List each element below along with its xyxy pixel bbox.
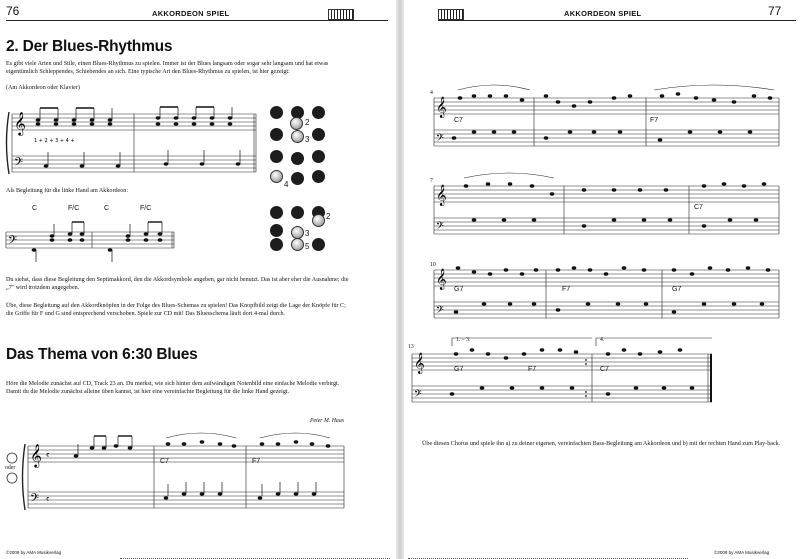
svg-text:𝄞: 𝄞 — [436, 269, 447, 290]
score-system-2 — [434, 172, 784, 242]
svg-text:𝄢: 𝄢 — [14, 156, 24, 172]
bass-button — [291, 172, 304, 185]
chord-symbol: F7 — [562, 286, 571, 293]
bass-button — [270, 128, 283, 141]
section-title: 2. Der Blues-Rhythmus — [6, 38, 173, 55]
score-system-1 — [434, 84, 784, 154]
chord-symbol: F/C — [68, 205, 80, 212]
keyboard-logo-icon — [438, 9, 464, 20]
score-system-3 — [434, 256, 784, 326]
svg-text:𝄢: 𝄢 — [436, 220, 444, 234]
bass-button — [270, 150, 283, 163]
theme-paragraph: Höre die Melodie zunächst auf CD, Track 23 an. Du merkst, wie sich hinter dem aufwändigen Notenbild eine einfache Melodie verbirgt. Damit du die Melodie zunächst alleine üben kannst, ist hier eine vereinfachte Begleitung für die linke Hand gezeigt. — [6, 381, 340, 396]
left-page-header — [0, 0, 396, 24]
svg-text:1 + 2 + 3 + 4 +: 1 + 2 + 3 + 4 + — [34, 138, 75, 144]
right-page-header — [404, 0, 800, 24]
pressed-button — [291, 238, 304, 251]
theme-title: Das Thema von 6:30 Blues — [6, 346, 198, 363]
chord-symbol: C7 — [160, 458, 169, 465]
bass-button — [270, 206, 283, 219]
finger-number: 2 — [305, 118, 310, 127]
bass-button — [312, 150, 325, 163]
bass-accompaniment-staff — [6, 218, 176, 258]
explanation-paragraph: Du siehst, dass diese Begleitung den Septimakkord, den die Akkordsymbole angeben, gar nicht benutzt. Das ist aber eher die Ausnahme; die „7" wird trotzdem angegeben. — [6, 277, 349, 292]
svg-text:𝄢: 𝄢 — [8, 234, 18, 250]
book-gutter — [396, 0, 404, 559]
svg-text:𝄞: 𝄞 — [436, 97, 447, 118]
left-page — [0, 0, 396, 559]
finger-number: 3 — [305, 229, 310, 238]
oder-label: oder — [5, 465, 16, 471]
bass-button — [312, 170, 325, 183]
measure-number: 4 — [430, 90, 433, 96]
svg-text:𝄞: 𝄞 — [414, 353, 425, 374]
intro-note: (Am Akkordeon oder Klavier) — [6, 85, 80, 91]
chord-symbol: C — [32, 205, 38, 212]
chord-symbol: F7 — [252, 458, 261, 465]
measure-number: 13 — [408, 344, 414, 350]
pressed-button — [270, 170, 283, 183]
accompaniment-caption: Als Begleitung für die linke Hand am Akkordeon: — [6, 188, 129, 194]
svg-text:𝄴: 𝄴 — [46, 451, 50, 460]
chord-symbol: F7 — [650, 117, 659, 124]
chord-symbol: G7 — [672, 286, 682, 293]
bass-button — [291, 206, 304, 219]
svg-text:𝄢: 𝄢 — [414, 388, 422, 402]
svg-text:𝄞: 𝄞 — [14, 111, 26, 135]
page-number: 77 — [768, 4, 782, 18]
finger-number: 5 — [305, 242, 310, 251]
header-rule — [6, 20, 388, 21]
finger-number: 3 — [305, 135, 310, 144]
bass-button — [312, 128, 325, 141]
piano-rhythm-example — [6, 104, 258, 184]
svg-text:𝄢: 𝄢 — [436, 304, 444, 318]
svg-text:𝄞: 𝄞 — [436, 185, 447, 206]
svg-text:𝄴: 𝄴 — [46, 495, 50, 504]
chord-symbol: G7 — [454, 366, 464, 373]
running-title: AKKORDEON SPIEL — [152, 9, 230, 18]
binding-dots — [408, 555, 688, 559]
chord-symbol: C7 — [454, 117, 463, 124]
finger-number: 4 — [284, 180, 289, 189]
chord-symbol: C7 — [694, 204, 703, 211]
right-page — [404, 0, 800, 559]
chord-symbol: F/C — [140, 205, 152, 212]
header-rule — [438, 20, 796, 21]
page-number: 76 — [6, 4, 20, 18]
bass-button — [312, 238, 325, 251]
pressed-button — [290, 117, 303, 130]
bass-button — [291, 152, 304, 165]
volta-second-ending: 4. — [600, 337, 605, 343]
copyright-notice: ©2009 by AMA Musikverlag — [714, 550, 770, 555]
keyboard-logo-icon — [328, 9, 354, 20]
chord-symbol: G7 — [454, 286, 464, 293]
composer-credit: Peter M. Haas — [310, 418, 344, 424]
bass-button — [270, 238, 283, 251]
pressed-button — [312, 214, 325, 227]
volta-first-ending: 1. – 3. — [456, 337, 471, 343]
svg-text:𝄢: 𝄢 — [30, 492, 40, 508]
finger-number: 2 — [326, 212, 331, 221]
running-title: AKKORDEON SPIEL — [564, 9, 642, 18]
bass-button — [312, 106, 325, 119]
chord-symbol: C — [104, 205, 110, 212]
bass-button — [270, 106, 283, 119]
practice-paragraph: Übe, diese Begleitung auf den Akkordknöpfen in der Folge des Blues-Schemas zu spielen! Das Knopfbild zeigt die Lage der Knöpfe für C; die Griffe für F und G sind entsprechend verschoben. Spiele zur CD mit! Das Bluesschema läuft dort 4-mal durch. — [6, 303, 346, 318]
measure-number: 10 — [430, 262, 436, 268]
measure-number: 7 — [430, 178, 433, 184]
chord-symbol: C7 — [600, 366, 609, 373]
intro-paragraph: Es gibt viele Arten und Stile, einen Blues-Rhythmus zu spielen. Immer ist der Blues langsam oder sogar sehr langsam und hat etwas eigentümlich Schleppendes, Schiebendes an sich. Eine typische Art den Blues-Rhythmus zu spielen, ist hier gezeigt: — [6, 61, 329, 76]
bass-button — [270, 224, 283, 237]
copyright-notice: ©2009 by AMA Musikverlag — [6, 550, 62, 555]
binding-dots — [120, 555, 390, 559]
chord-symbol: F7 — [528, 366, 537, 373]
theme-grand-staff — [6, 430, 346, 520]
svg-text:𝄢: 𝄢 — [436, 132, 444, 146]
score-system-4 — [412, 336, 722, 410]
closing-paragraph: Übe diesen Chorus und spiele ihn a) zu deiner eigenen, vereinfachten Bass-Begleitung am Akkordeon und b) mit der rechten Hand zum Play-back. — [422, 441, 781, 447]
pressed-button — [291, 130, 304, 143]
svg-text:𝄞: 𝄞 — [30, 443, 42, 467]
